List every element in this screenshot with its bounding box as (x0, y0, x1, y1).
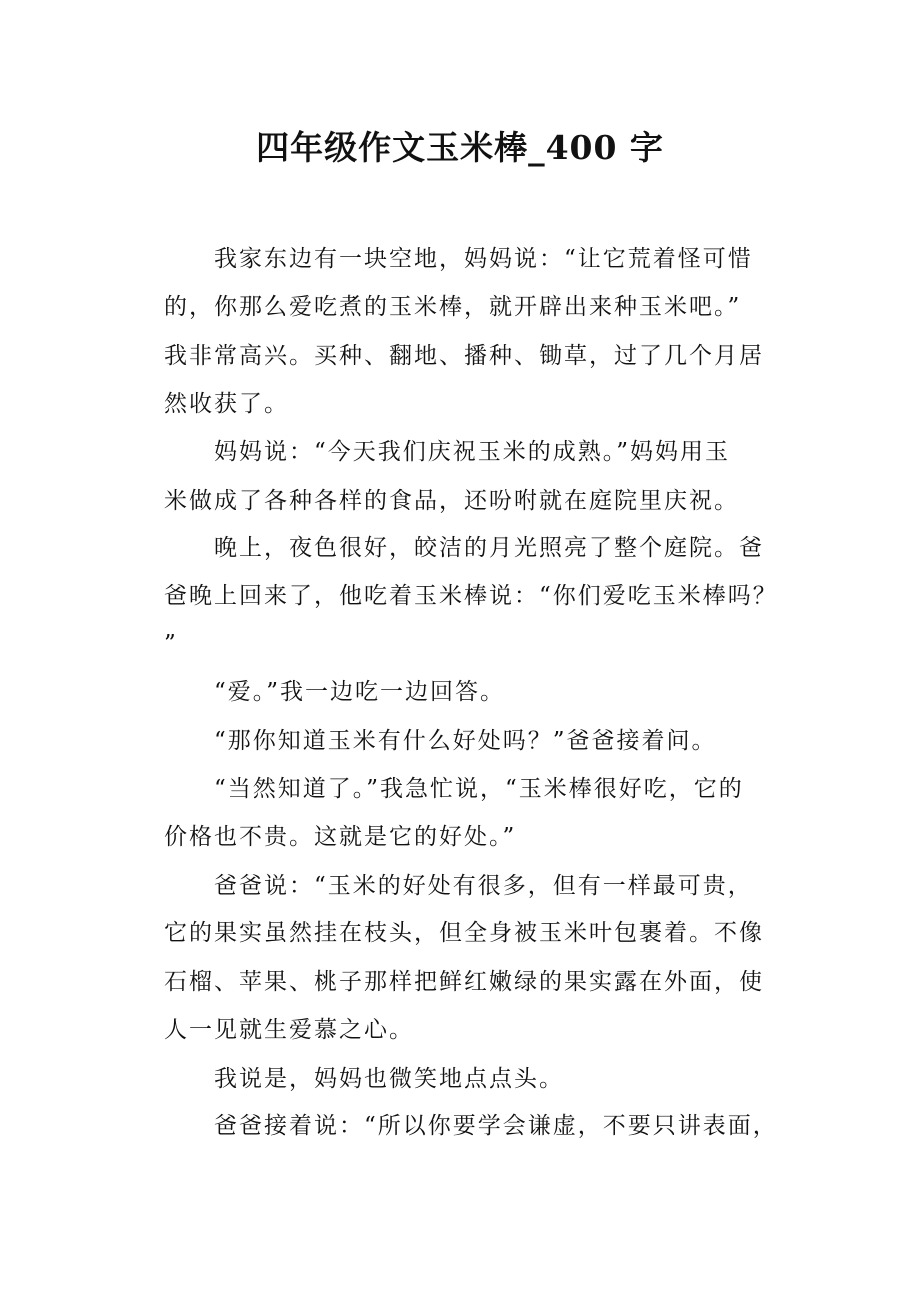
text-line-11: “那你知道玉米有什么好处吗？”爸爸接着问。 (214, 728, 717, 754)
text-line-13: 价格也不贵。这就是它的好处。” (164, 824, 517, 850)
text-line-7: 晚上，夜色很好，皎洁的月光照亮了整个庭院。爸 (214, 535, 764, 561)
text-line-9: ” (164, 631, 178, 657)
document-title: 四年级作文玉米棒_400 字 (256, 128, 664, 167)
text-line-6: 米做成了各种各样的食品，还吩咐就在庭院里庆祝。 (164, 488, 739, 514)
text-line-14: 爸爸说：“玉米的好处有很多，但有一样最可贵， (214, 873, 753, 899)
text-line-1: 我家东边有一块空地，妈妈说：“让它荒着怪可惜 (214, 246, 753, 272)
text-line-8: 爸晚上回来了，他吃着玉米棒说：“你们爱吃玉米棒吗？ (164, 583, 778, 609)
text-line-3: 我非常高兴。买种、翻地、播种、锄草，过了几个月居 (164, 343, 764, 369)
text-line-12: “当然知道了。”我急忙说，“玉米棒很好吃，它的 (214, 776, 744, 802)
text-line-2: 的，你那么爱吃煮的玉米棒，就开辟出来种玉米吧。” (164, 294, 742, 320)
text-line-18: 我说是，妈妈也微笑地点点头。 (214, 1066, 564, 1092)
text-line-16: 石榴、苹果、桃子那样把鲜红嫩绿的果实露在外面，使 (164, 969, 764, 995)
text-line-17: 人一见就生爱慕之心。 (164, 1017, 414, 1043)
text-line-15: 它的果实虽然挂在枝头，但全身被玉米叶包裹着。不像 (164, 920, 764, 946)
text-line-19: 爸爸接着说：“所以你要学会谦虚，不要只讲表面， (214, 1113, 778, 1139)
text-line-10: “爱。”我一边吃一边回答。 (214, 679, 506, 705)
text-line-4: 然收获了。 (164, 391, 289, 417)
text-line-5: 妈妈说：“今天我们庆祝玉米的成熟。”妈妈用玉 (214, 439, 731, 465)
